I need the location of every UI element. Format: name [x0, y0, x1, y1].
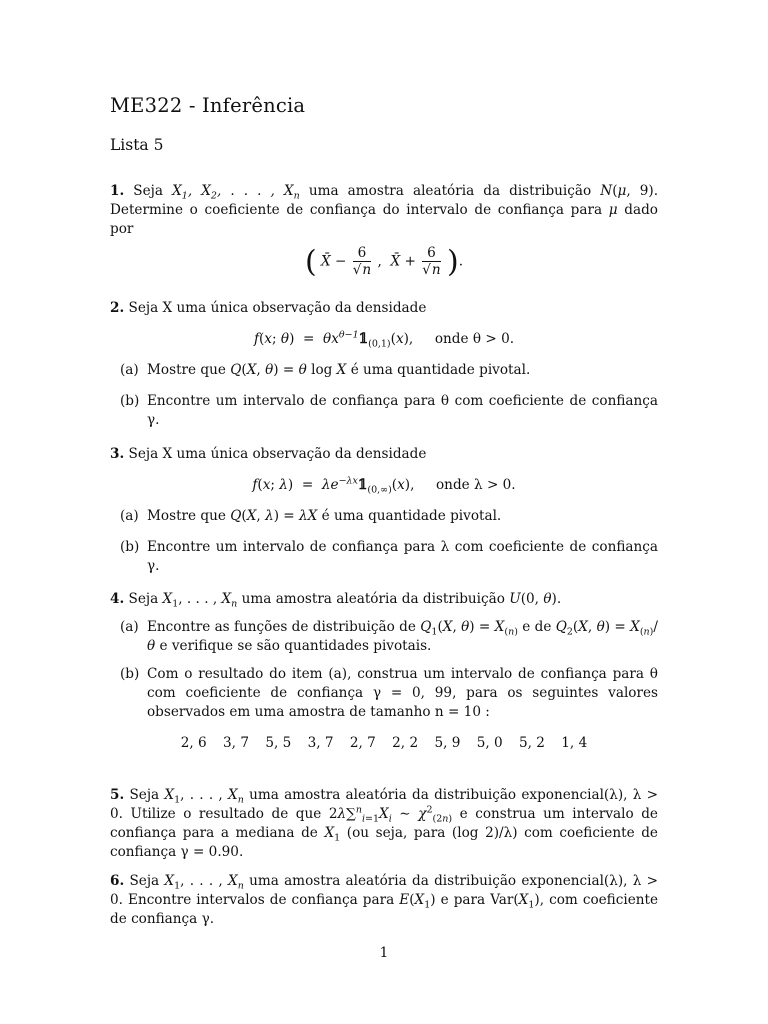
problem-5-number: 5.	[110, 787, 125, 803]
problem-2-item-a-text-1: Mostre que	[147, 362, 226, 378]
problem-1-text-a: Seja	[133, 183, 163, 199]
problem-6-text-3: , com coeficiente de confiança γ.	[110, 892, 659, 927]
problem-4-item-a-text-2: e de	[522, 619, 552, 635]
problem-5-text-2: e construa um intervalo de confiança para a mediana de	[110, 806, 658, 841]
problem-4-item-a-text-1: Encontre as funções de distribuição de	[147, 619, 416, 635]
problem-2-item-a-label: (a)	[120, 362, 139, 378]
problem-3-item-a: (a) Mostre que Q(X, λ) = λX é uma quantidade pivotal.	[120, 508, 502, 524]
problem-5: 5. Seja $X_1$, . . . , $X_n$ uma amostra aleatória da distribuição exponencial(λ), λ > 0. Utilize o resultado de que $2\lambda\sum^n_{i=1}X_i$ ∼ $\chi^2_{(2n)}$ e construa um intervalo de confiança para a mediana de $X_1$ (ou seja, para (log 2)/λ) com coeficiente de confiança γ = 0.90.	[110, 787, 658, 860]
problem-6-number: 6.	[110, 873, 125, 889]
problem-2-number: 2.	[110, 300, 125, 316]
problem-4-item-a-label: (a)	[120, 619, 139, 635]
observed-value: 5, 9	[434, 735, 461, 751]
problem-4-item-b	[110, 665, 658, 722]
problem-2	[110, 299, 658, 430]
problem-3-number: 3.	[110, 446, 125, 462]
page-number: 1	[379, 945, 389, 961]
problem-3-density-formula: f(x; $\lambda) = \lambda e^{-\lambda x}𝟙_{(0,\infty)}(x)$, onde λ > 0.	[252, 475, 516, 496]
problem-5-text-3: (ou seja, para (log 2)/λ) com coeficiente de confiança γ = 0.90.	[110, 825, 658, 860]
problem-3-item-a-text-2: é uma quantidade pivotal.	[321, 508, 502, 524]
problem-3-statement: Seja X uma única observação da densidade	[128, 446, 427, 462]
problem-3-condition: onde λ > 0.	[436, 477, 516, 493]
observed-value: 5, 0	[476, 735, 503, 751]
observed-value: 2, 2	[392, 735, 419, 751]
problem-2-item-a: (a) Mostre que Q(X, θ) = θ log X é uma quantidade pivotal.	[120, 362, 531, 378]
observed-value: 3, 7	[223, 735, 249, 751]
problem-1-interval-formula: ( X̄ − $\frac{6}{√n}$ , X̄ + $\frac{6}{√n}$ ).	[304, 244, 464, 280]
problem-4-number: 4.	[110, 591, 125, 607]
problem-6: 6. Seja $X_1$, . . . , $X_n$ uma amostra aleatória da distribuição exponencial(λ), λ > 0. Encontre intervalos de confiança para $E(X_1)$ e para $Var(X_1)$, com coeficiente de confiança γ.	[110, 873, 659, 927]
problem-5-text-1: uma amostra aleatória da distribuição exponencial(λ), λ > 0. Utilize o resultado de que	[110, 787, 658, 822]
problem-4: 4. Seja $X_1$, . . . , $X_n$ uma amostra aleatória da distribuição U(0, θ). (a) Encontre as funções de distribuição de $Q_1(X$, $\theta) = X_{(n)}$ e de $Q_2(X$, $\theta) = X_{(n)}/\theta$ e verifique se são quantidades pivotais. (b) Com o resultado do item (a), construa um intervalo de confiança para θ com coeficiente de confiança γ = 0, 99, para os seguintes valores observados em uma amostra de tamanho n = 10 : 2, 6 3, 7 5, 5 3, 7 2, 7 2, 2 5, 9 5, 0 5, 2 1, 4	[110, 591, 658, 751]
problem-4-observed-values	[110, 734, 658, 753]
observed-value: 3, 7	[307, 735, 334, 751]
problem-1	[110, 182, 658, 279]
math-sample-x1-xn: $X_1$, $X_2$, . . . , $X_n$	[172, 183, 300, 202]
document-title: ME322 - Inferência	[110, 94, 306, 117]
problem-1-number: 1.	[110, 183, 125, 199]
problem-4-item-b-label: (b)	[120, 666, 140, 682]
problem-3-item-a-label: (a)	[120, 508, 139, 524]
problem-4-item-a-text-3: e verifique se são quantidades pivotais.	[159, 638, 432, 654]
problem-2-item-a-text-2: é uma quantidade pivotal.	[350, 362, 531, 378]
problem-2-item-b	[110, 392, 658, 430]
observed-value: 1, 4	[561, 735, 588, 751]
problem-2-statement: Seja X uma única observação da densidade	[128, 300, 427, 316]
problem-4-item-a: (a) Encontre as funções de distribuição de $Q_1(X$, $\theta) = X_{(n)}$ e de $Q_2(X$, $\theta) = X_{(n)}/\theta$ e verifique se são quantidades pivotais.	[120, 619, 658, 654]
math-mu: μ	[608, 202, 618, 218]
problem-2-condition: onde θ > 0.	[434, 331, 515, 347]
document-subtitle: Lista 5	[110, 136, 164, 154]
observed-value: 2, 6	[180, 735, 207, 751]
problem-3	[110, 445, 658, 576]
observed-value: 5, 2	[519, 735, 545, 751]
observed-value: 2, 7	[349, 735, 376, 751]
problem-4-item-b-text: Com o resultado do item (a), construa um intervalo de confiança para θ com coeficiente de confiança γ = 0, 99, para os seguintes valores observados em uma amostra de tamanho n = 10 :	[147, 666, 658, 720]
problem-1-statement: 1. Seja $X_1$, $X_2$, . . . , $X_n$ uma amostra aleatória da distribuição N(μ, 9). Determine o coeficiente de confiança do intervalo de confiança para μ dado por	[110, 183, 659, 237]
problem-3-item-a-text-1: Mostre que	[147, 508, 226, 524]
math-normal-mu-9: N	[600, 183, 613, 199]
problem-1-text-b: uma amostra aleatória da distribuição	[308, 183, 592, 199]
problem-3-item-b-text: Encontre um intervalo de confiança para λ com coeficiente de confiança γ.	[147, 539, 658, 574]
problem-6-text-2: e para	[440, 892, 486, 908]
problem-4-statement: uma amostra aleatória da distribuição	[241, 591, 505, 607]
problem-2-item-b-text: Encontre um intervalo de confiança para θ com coeficiente de confiança γ.	[147, 393, 658, 428]
problem-3-item-b-label: (b)	[120, 539, 140, 555]
observed-value: 5, 5	[265, 735, 292, 751]
problem-6-text-1: uma amostra aleatória da distribuição exponencial(λ), λ > 0. Encontre intervalos de confiança para	[110, 873, 658, 908]
problem-1-text-c: . Determine o coeficiente de confiança do intervalo de confiança para	[110, 183, 659, 218]
problem-3-item-b	[110, 538, 658, 576]
problem-1-text-d: dado por	[110, 202, 658, 237]
problem-2-density-formula: f(x; $\theta) = \theta x^{\theta-1}𝟙_{(0,1)}(x)$, onde θ > 0.	[253, 329, 515, 350]
problem-2-item-b-label: (b)	[120, 393, 140, 409]
